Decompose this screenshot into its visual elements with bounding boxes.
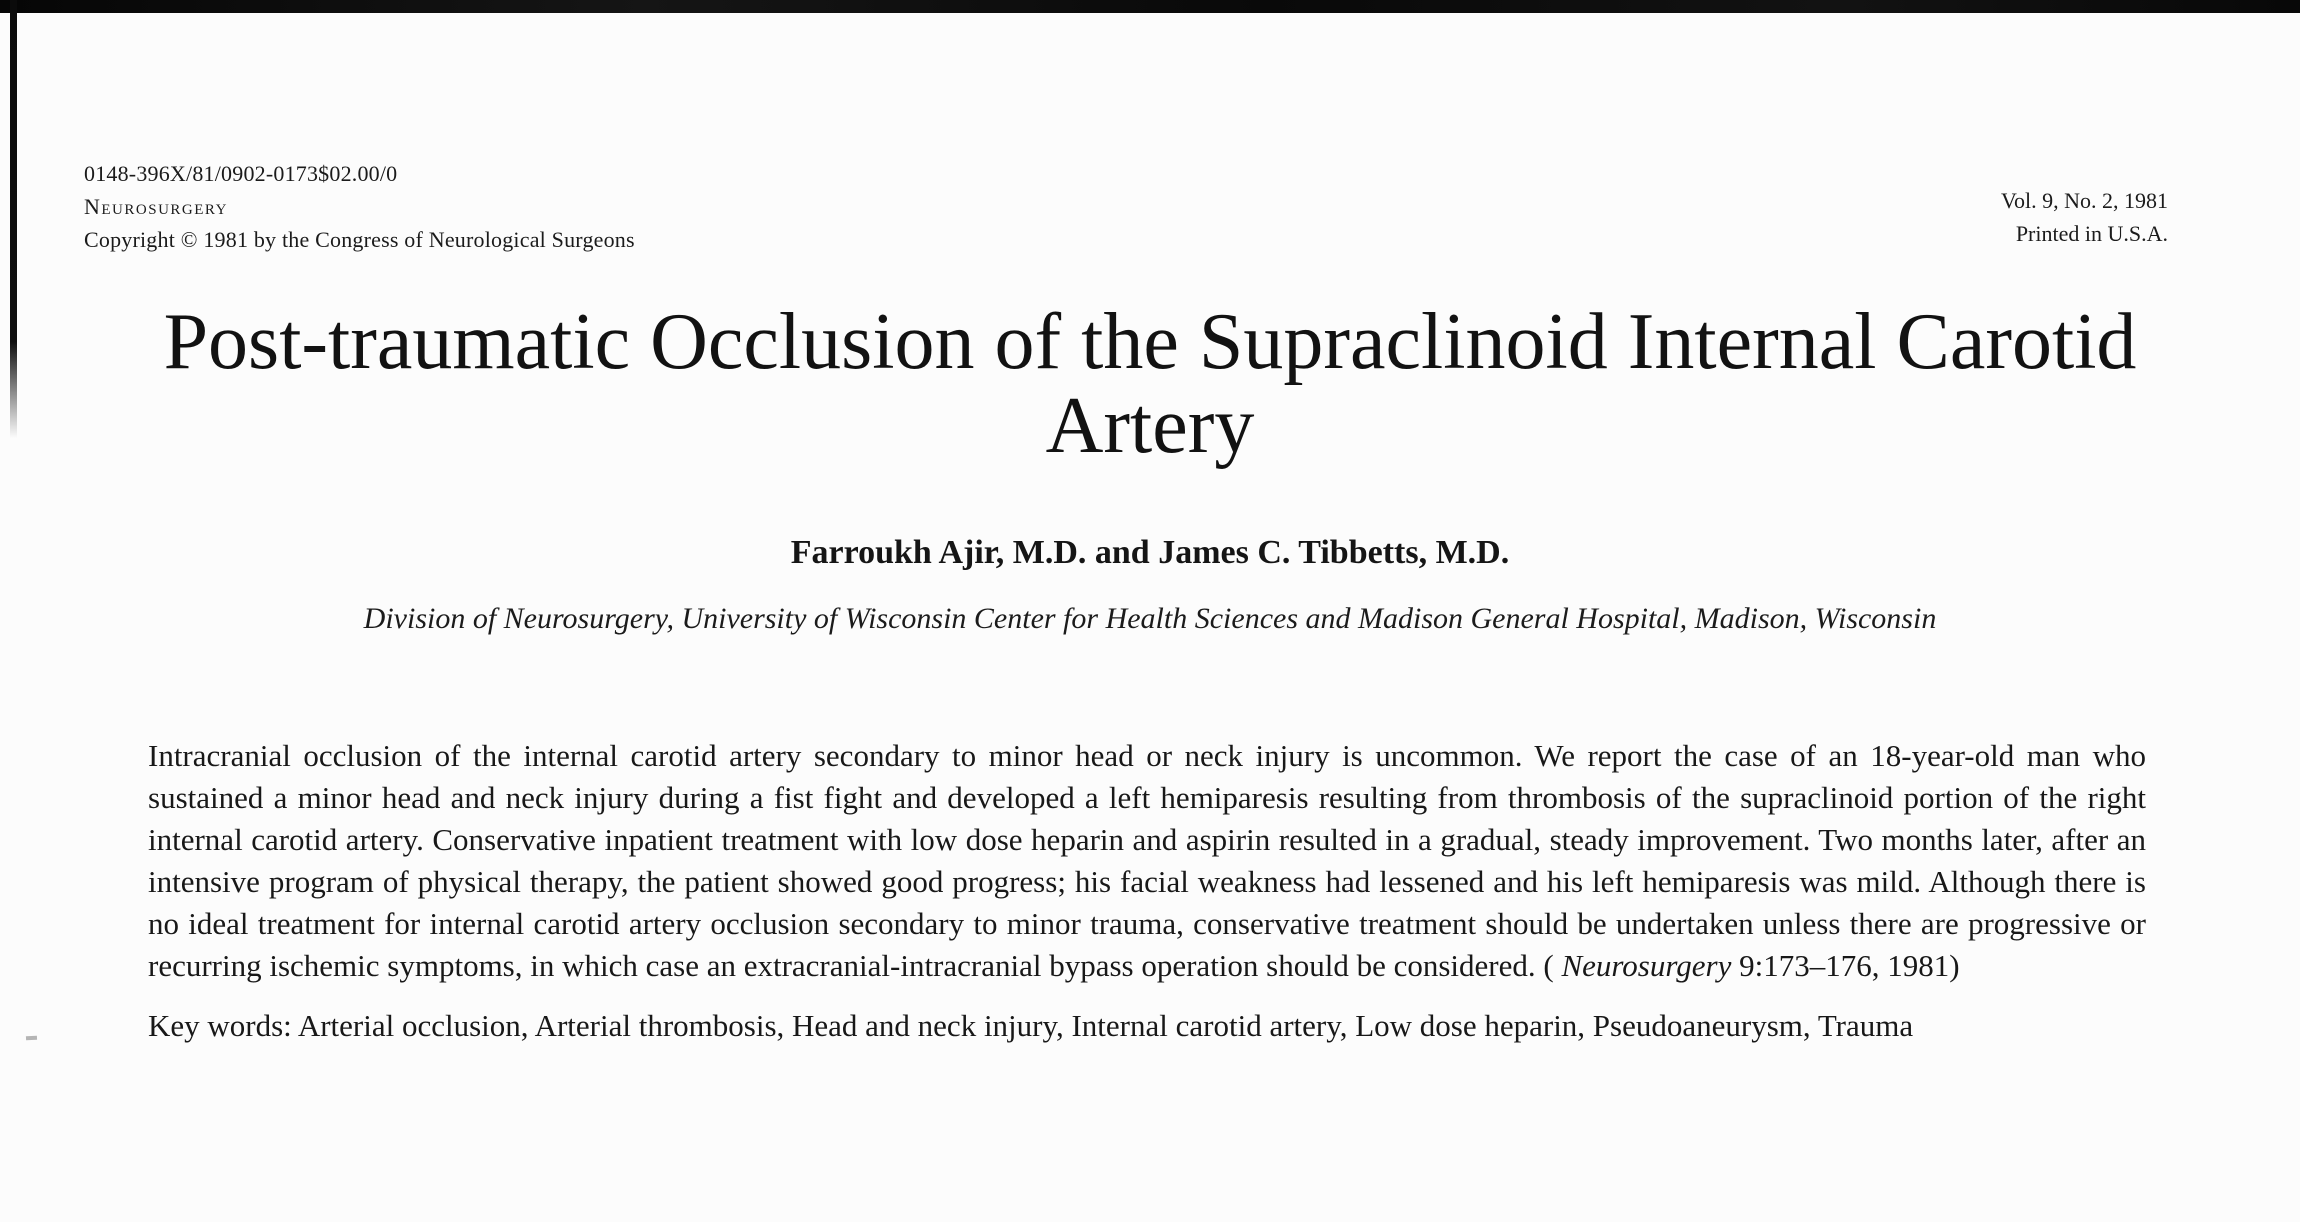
citation-volume-pages: 9:173–176, 1981) — [1731, 948, 1960, 983]
scan-edge-top — [0, 0, 2300, 13]
issn-code: 0148-396X/81/0902-0173$02.00/0 — [84, 161, 398, 186]
keywords-label: Key words: — [148, 1008, 292, 1043]
affiliation-line: Division of Neurosurgery, University of Wisconsin Center for Health Sciences and Madison General Hospital, Madison, Wisconsin — [363, 602, 1937, 635]
copyright-line: Copyright © 1981 by the Congress of Neurological Surgeons — [84, 227, 635, 252]
keywords-list: Arterial occlusion, Arterial thrombosis, Head and neck injury, Internal carotid artery, Low dose heparin, Pseudoaneurysm, Trauma — [297, 1008, 1914, 1043]
journal-name: Neurosurgery — [84, 194, 228, 219]
volume-info: Vol. 9, No. 2, 1981 — [2000, 188, 2168, 213]
masthead-right — [2001, 184, 2168, 250]
title-block — [0, 300, 2300, 468]
abstract-block — [148, 735, 2146, 1047]
scan-artifact-dash — [26, 1036, 37, 1041]
abstract-text: Intracranial occlusion of the internal carotid artery secondary to minor head or neck injury is uncommon. We report the case of an 18-year-old man who sustained a minor head and neck injury during a fist fight and developed a left hemiparesis resulting from thrombosis of the supraclinoid portion of the right internal carotid artery. Conservative inpatient treatment with low dose heparin and aspirin resulted in a gradual, steady improvement. Two months later, after an intensive program of physical therapy, the patient showed good progress; his facial weakness had lessened and his left hemiparesis was mild. Although there is no ideal treatment for internal carotid artery occlusion secondary to minor trauma, conservative treatment should be undertaken unless there are progressive or recurring ischemic symptoms, in which case an extracranial-intracranial bypass operation should be considered. ( — [148, 738, 2146, 983]
article-title: Post-traumatic Occlusion of the Supraclinoid Internal Carotid Artery — [163, 298, 2137, 470]
keywords-paragraph — [148, 1004, 2146, 1047]
citation-journal-name: Neurosurgery — [1561, 948, 1732, 983]
abstract-paragraph — [148, 735, 2146, 987]
authors-line: Farroukh Ajir, M.D. and James C. Tibbetts, M.D. — [790, 534, 1510, 571]
masthead-left — [84, 157, 635, 256]
printed-in-info: Printed in U.S.A. — [2015, 221, 2168, 246]
